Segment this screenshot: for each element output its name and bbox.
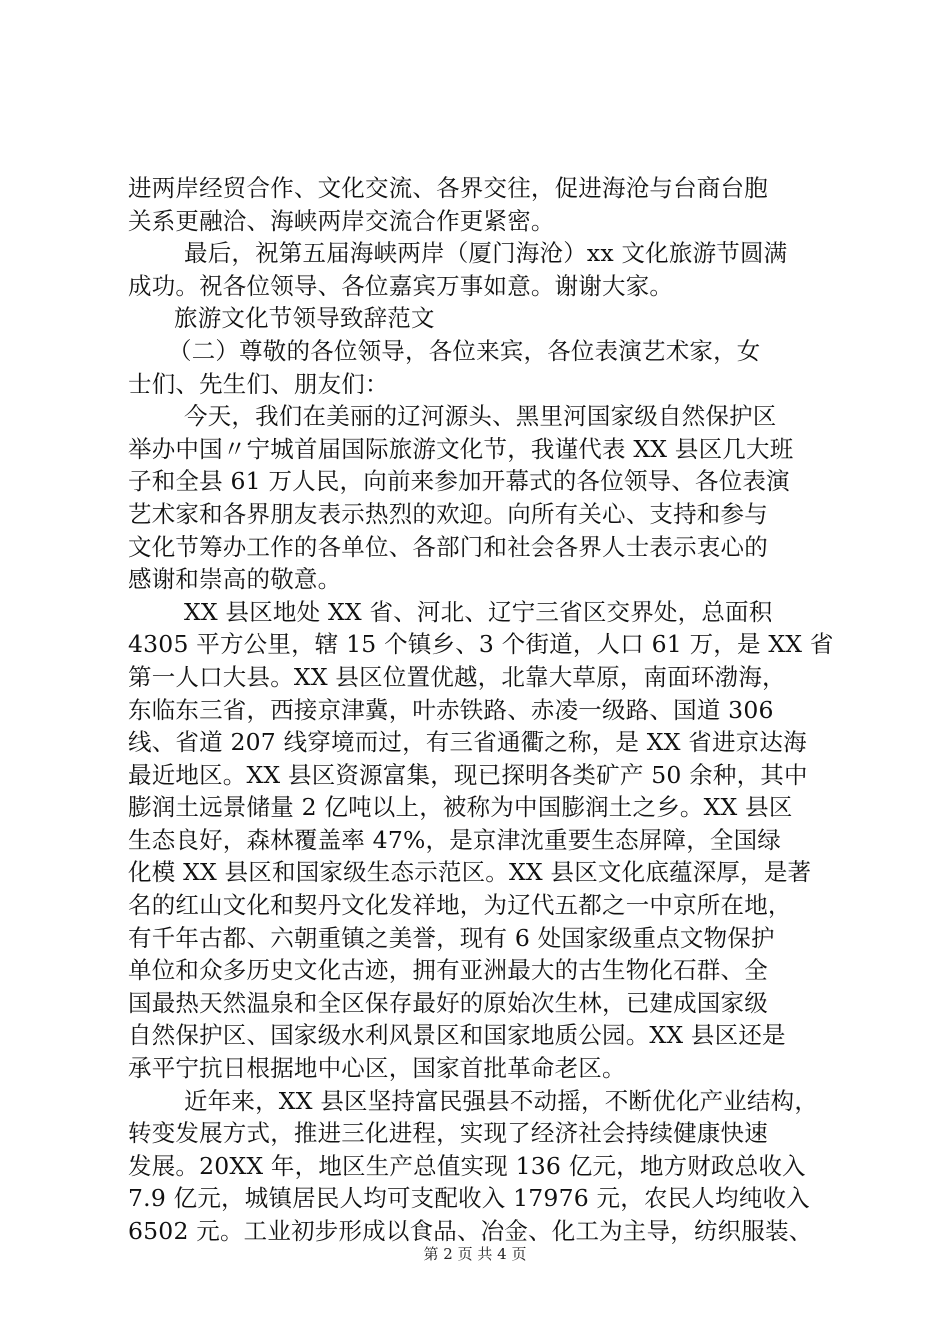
text-line: 成功。祝各位领导、各位嘉宾万事如意。谢谢大家。	[128, 271, 674, 300]
section-heading: 旅游文化节领导致辞范文	[174, 304, 435, 333]
text-line: 7.9 亿元，城镇居民人均可支配收入 17976 元，农民人均纯收入	[128, 1184, 810, 1213]
text-line: 今天，我们在美丽的辽河源头、黑里河国家级自然保护区	[184, 402, 777, 431]
text-line: 关系更融洽、海峡两岸交流合作更紧密。	[128, 206, 555, 235]
text-line: 感谢和崇高的敬意。	[128, 565, 342, 594]
page-footer	[0, 1243, 950, 1264]
text-line: 自然保护区、国家级水利风景区和国家地质公园。XX 县区还是	[128, 1021, 786, 1050]
text-line: 膨润土远景储量 2 亿吨以上，被称为中国膨润土之乡。XX 县区	[128, 793, 793, 822]
text-line: 进两岸经贸合作、文化交流、各界交往，促进海沧与台商台胞	[128, 174, 768, 202]
page-number: 第 2 页 共 4 页	[423, 1245, 527, 1263]
text-line: 生态良好，森林覆盖率 47%，是京津沈重要生态屏障，全国绿	[128, 825, 782, 854]
text-line: 东临东三省，西接京津冀，叶赤铁路、赤凌一级路、国道 306	[128, 695, 774, 724]
text-line: 文化节筹办工作的各单位、各部门和社会各界人士表示衷心的	[128, 532, 768, 561]
text-line: 艺术家和各界朋友表示热烈的欢迎。向所有关心、支持和参与	[128, 499, 768, 528]
text-line: 线、省道 207 线穿境而过，有三省通衢之称，是 XX 省进京达海	[128, 728, 807, 757]
text-line: （二）尊敬的各位领导，各位来宾，各位表演艺术家，女	[168, 336, 761, 365]
text-line: 最近地区。XX 县区资源富集，现已探明各类矿产 50 余种，其中	[128, 760, 808, 789]
text-line: 举办中国〃宁城首届国际旅游文化节，我谨代表 XX 县区几大班	[128, 434, 794, 463]
text-line: 名的红山文化和契丹文化发祥地，为辽代五都之一中京所在地，	[128, 891, 792, 920]
text-line: 第一人口大县。XX 县区位置优越，北靠大草原，南面环渤海，	[128, 662, 786, 691]
text-line: XX 县区地处 XX 省、河北、辽宁三省区交界处，总面积	[184, 597, 773, 626]
text-line: 单位和众多历史文化古迹，拥有亚洲最大的古生物化石群、全	[128, 956, 768, 985]
text-line: 化模 XX 县区和国家级生态示范区。XX 县区文化底蕴深厚，是著	[128, 858, 812, 887]
text-line: 国最热天然温泉和全区保存最好的原始次生林，已建成国家级	[128, 988, 768, 1017]
text-line: 转变发展方式，推进三化进程，实现了经济社会持续健康快速	[128, 1119, 768, 1148]
text-line: 士们、先生们、朋友们：	[128, 369, 389, 398]
text-line: 4305 平方公里，辖 15 个镇乡、3 个街道，人口 61 万，是 XX 省	[128, 630, 834, 659]
text-line: 发展。20XX 年，地区生产总值实现 136 亿元，地方财政总收入	[128, 1151, 806, 1180]
text-line: 6502 元。工业初步形成以食品、冶金、化工为主导，纺织服装、	[128, 1217, 813, 1245]
text-line: 最后，祝第五届海峡两岸（厦门海沧）xx 文化旅游节圆满	[184, 239, 788, 268]
text-line: 近年来，XX 县区坚持富民强县不动摇，不断优化产业结构，	[184, 1086, 819, 1115]
text-line: 子和全县 61 万人民，向前来参加开幕式的各位领导、各位表演	[128, 467, 790, 496]
document-body	[128, 172, 834, 1248]
text-line: 承平宁抗日根据地中心区，国家首批革命老区。	[128, 1054, 626, 1083]
text-line: 有千年古都、六朝重镇之美誉，现有 6 处国家级重点文物保护	[128, 923, 775, 952]
